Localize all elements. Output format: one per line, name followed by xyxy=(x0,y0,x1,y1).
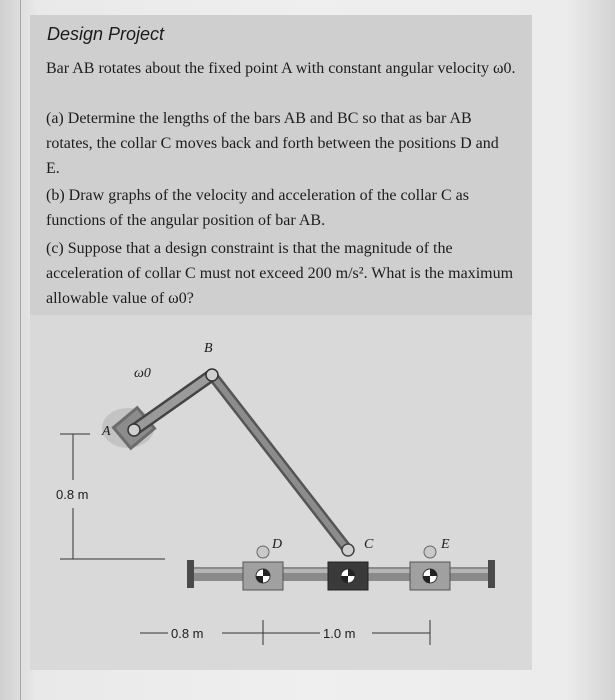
collar-E xyxy=(410,546,450,590)
label-D: D xyxy=(272,537,283,552)
problem-part-c: (c) Suppose that a design constraint is that the magnitude of the acceleration of collar C must not exceed 200 m/s². What is the maximum allowable value of ω0? xyxy=(46,240,514,307)
label-omega: ω0 xyxy=(134,366,151,381)
dimension-left-label: 0.8 m xyxy=(171,626,204,641)
problem-part-b: (b) Draw graphs of the velocity and acceleration of the collar C as functions of the angular position of bar AB. xyxy=(46,187,469,229)
label-B: B xyxy=(204,341,213,356)
label-E: E xyxy=(441,537,450,552)
bar-BC xyxy=(212,375,354,556)
problem-part-a: (a) Determine the lengths of the bars AB and BC so that as bar AB rotates, the collar C moves back and forth between the positions D and E. xyxy=(46,110,499,177)
collar-C xyxy=(328,562,368,590)
label-A: A xyxy=(102,424,111,439)
collar-D xyxy=(243,546,283,590)
dimension-right-label: 1.0 m xyxy=(323,626,356,641)
dimension-vertical-label: 0.8 m xyxy=(56,487,89,502)
problem-title: Design Project xyxy=(47,24,165,44)
label-C: C xyxy=(364,537,374,552)
problem-intro: Bar AB rotates about the fixed point A with constant angular velocity ω0. xyxy=(46,60,516,77)
